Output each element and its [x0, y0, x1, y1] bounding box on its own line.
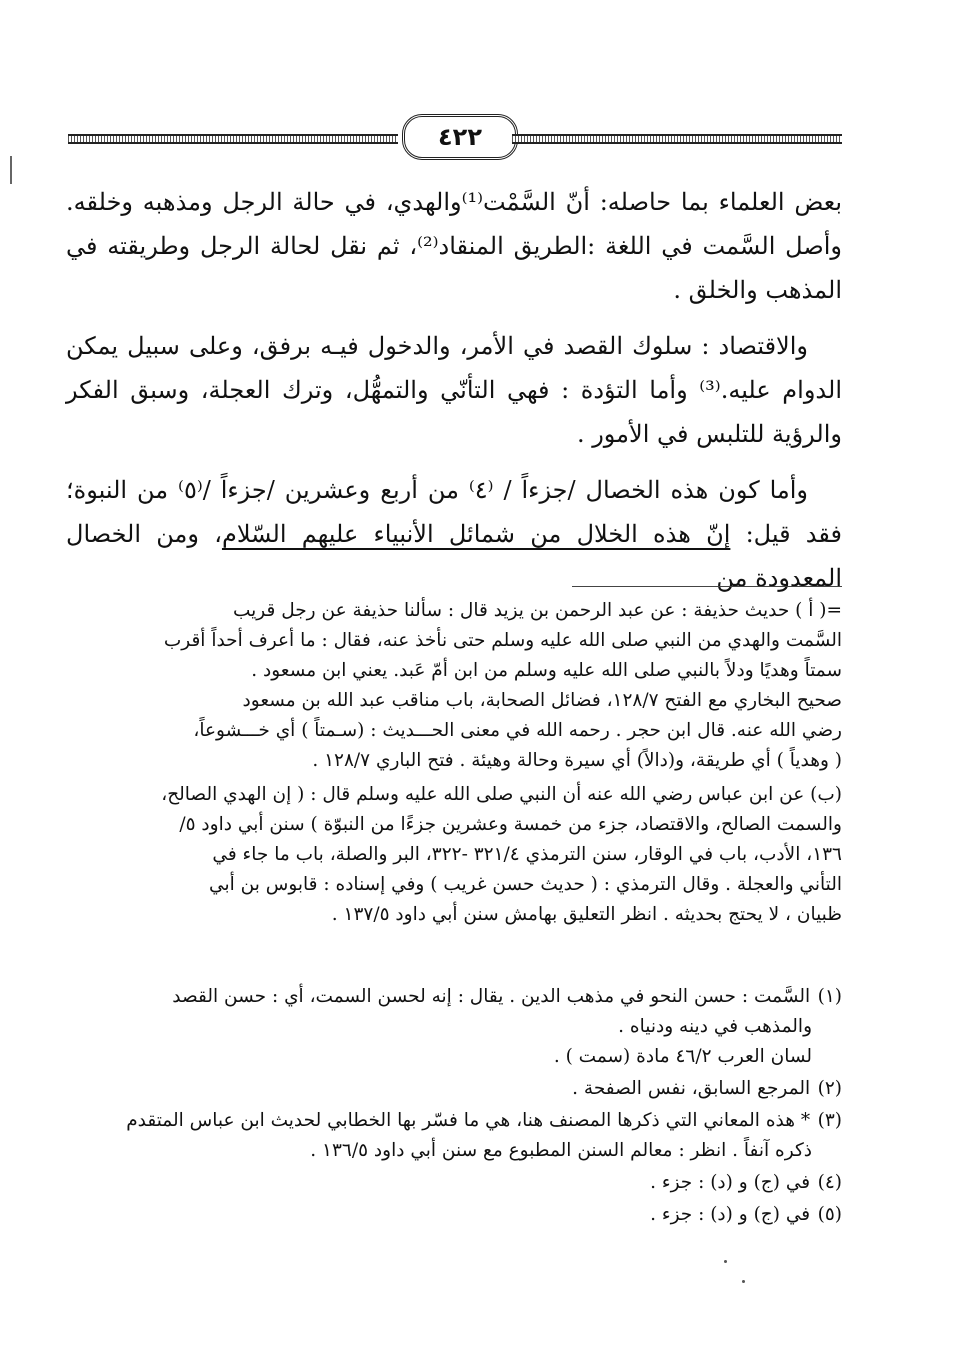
scan-margin-mark [10, 156, 12, 184]
page-header [68, 112, 842, 160]
footnote-text: المرجع السابق، نفس الصفحة . [572, 1078, 811, 1099]
scan-dot [724, 1260, 727, 1263]
header-rule-left [68, 134, 398, 144]
footnote-text: ذكره آنفاً . انظر : معالم السنن المطبوع مع سنن أبي داود ١٣٦/٥ . [310, 1140, 812, 1161]
main-text [66, 180, 842, 612]
note-b-line: التأني والعجلة . وقال الترمذي : ( حديث حسن غريب ) وفي إسناده : قابوس بن أبي [209, 874, 842, 895]
page-number: ٤٢٢ [438, 123, 482, 151]
note-b-line: والسمت الصالح، والاقتصاد، جزء من خمسة وعشرين جزءًا من النبوّة ) سنن أبي داود ٥/ [179, 814, 842, 835]
continued-notes [66, 596, 842, 934]
footnote-3 [66, 1106, 842, 1166]
footnote-number: (٤) [817, 1172, 842, 1193]
note-a-line: سمتاً وهديًا ودلاً بالنبي صلى الله عليه وسلم من ابن أمّ عَبد. يعني ابن مسعود . [251, 660, 842, 681]
footnote-number: (٢) [817, 1078, 842, 1099]
paragraph-1: بعض العلماء بما حاصله: أنّ السَّمْت⁽¹⁾والهدي، في حالة الرجل ومذهبه وخلقه. وأصل السَّمت في اللغة :الطريق المنقاد⁽²⁾، ثم نقل لحالة الرجل وطريقته في المذهب والخلق . [66, 188, 843, 304]
paragraph-3-start: وأما كون هذه الخصال /جزءاً / ⁽٤⁾ من أربع وعشرين /جزءاً /⁽٥⁾ من النبوة؛ فقد قيل: [66, 476, 843, 548]
note-a-line: ( وهدياً ) أي طريقة، و(دالاً) أي سيرة وحالة وهيئة . فتح الباري ١٢٨/٧ . [312, 750, 842, 771]
footnote-text: السَّمت : حسن النحو في مذهب الدين . يقال : إنه لحسن السمت، أي : حسن القصد [172, 986, 811, 1007]
paragraph-3-end: ، ومن الخصال المعدودة من [66, 520, 842, 592]
footnote-divider [572, 586, 842, 587]
footnote-text: في (ج) و (د) : جزء . [650, 1204, 811, 1225]
page-number-frame [402, 114, 518, 160]
paragraph-2: والاقتصاد : سلوك القصد في الأمر، والدخول فيـه برفق، وعلى سبيل يمكن الدوام عليه.⁽³⁾ وأما التؤدة : فهي التأنّي والتمهُّل، وترك العجلة، وسبق الفكر والرؤية للتلبس في الأمور . [66, 332, 842, 448]
note-b-line: ظبيان ، لا يحتج بحديثه . انظر التعليق بهامش سنن أبي داود ١٣٧/٥ . [331, 904, 842, 925]
footnote-2 [66, 1074, 842, 1104]
note-a-line: السَّمت والهدي من النبي صلى الله عليه وسلم حتى نأخذ عنه، فقال : ما أعرف أحداً أقرب [163, 630, 842, 651]
footnote-number: (١) [817, 986, 842, 1007]
note-b [66, 780, 842, 930]
underlined-phrase: إنّ هذه الخلال من شمائل الأنبياء عليهم السّلام [221, 520, 731, 548]
footnote-text: والمذهب في دينه ودنياه . [618, 1016, 812, 1037]
note-a-line: =( أ ) حديث حذيفة : عن عبد الرحمن بن يزيد قال : سألنا حذيفة عن رجل قريب [232, 600, 842, 621]
note-a-line: رضي الله عنه. قال ابن حجر . رحمه الله في معنى الحـــديث : (سـمتاً ) أي خـــشوعاً، [193, 720, 842, 741]
scan-dot [742, 1280, 745, 1283]
header-rule-right [512, 134, 842, 144]
footnote-number: (٣) [817, 1110, 842, 1131]
footnote-text: * هذه المعاني التي ذكرها المصنف هنا، هي ما فسّر بها الخطابي لحديث ابن عباس المتقدم [126, 1110, 811, 1131]
footnote-text: في (ج) و (د) : جزء . [650, 1172, 811, 1193]
footnotes [66, 982, 842, 1232]
note-a [66, 596, 842, 776]
note-b-line: ١٣٦، الأدب، باب في الوقار، سنن الترمذي ٣٢١/٤ -٣٢٢، البر والصلة، باب ما جاء في [212, 844, 842, 865]
footnote-1 [66, 982, 842, 1072]
paragraph-3 [66, 468, 842, 600]
note-b-line: (ب) عن ابن عباس رضي الله عنه أن النبي صلى الله عليه وسلم قال : ( إن الهدي الصالح، [161, 784, 842, 805]
footnote-4 [66, 1168, 842, 1198]
footnote-number: (٥) [817, 1204, 842, 1225]
footnote-text: لسان العرب ٤٦/٢ مادة (سمت ) . [553, 1046, 812, 1067]
footnote-5 [66, 1200, 842, 1230]
note-a-line: صحيح البخاري مع الفتح ١٢٨/٧، فضائل الصحابة، باب مناقب عبد الله بن مسعود [242, 690, 842, 711]
